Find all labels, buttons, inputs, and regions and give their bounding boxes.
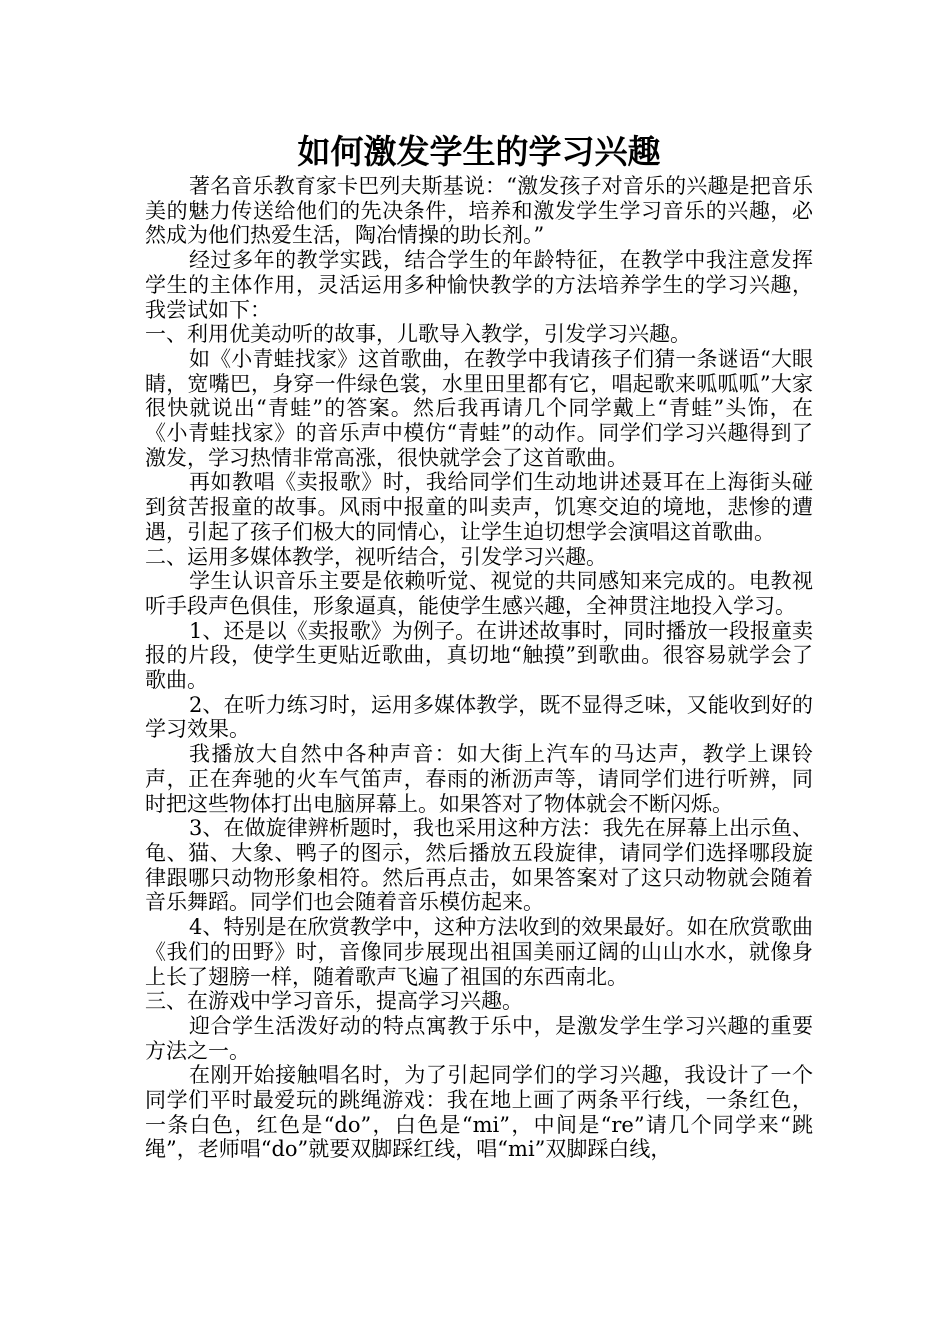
section-heading: 三、在游戏中学习音乐，提高学习兴趣。 <box>145 989 523 1014</box>
paragraph: 如《小青蛙找家》这首歌曲，在教学中我请孩子们猜一条谜语“大眼睛，宽嘴巴，身穿一件绿色裳，水里田里都有它，唱起歌来呱呱呱”大家很快就说出“青蛙”的答案。然后我再请几个同学戴上“青蛙”头饰，在《小青蛙找家》的音乐声中模仿“青蛙”的动作。同学们学习兴趣得到了激发，学习热情非常高涨，很快就学会了这首歌曲。 <box>145 346 813 470</box>
document-title: 如何激发学生的学习兴趣 <box>297 132 661 171</box>
paragraph: 3、在做旋律辨析题时，我也采用这种方法：我先在屏幕上出示鱼、龟、猫、大象、鸭子的图示，然后播放五段旋律，请同学们选择哪段旋律跟哪只动物形象相符。然后再点击，如果答案对了这只动物就会随着音乐舞蹈。同学们也会随着音乐模仿起来。 <box>145 816 813 915</box>
section-heading: 二、运用多媒体教学，视听结合，引发学习兴趣。 <box>145 544 607 569</box>
paragraph: 我播放大自然中各种声音：如大街上汽车的马达声，教学上课铃声，正在奔驰的火车气笛声，春雨的淅沥声等，请同学们进行听辨，同时把这些物体打出电脑屏幕上。如果答对了物体就会不断闪烁。 <box>145 742 813 816</box>
paragraph: 2、在听力练习时，运用多媒体教学，既不显得乏味，又能收到好的学习效果。 <box>145 692 813 742</box>
paragraph: 学生认识音乐主要是依赖听觉、视觉的共同感知来完成的。电教视听手段声色俱佳，形象逼真，能使学生感兴趣，全神贯注地投入学习。 <box>145 569 813 618</box>
document-body <box>145 174 813 1162</box>
paragraph: 4、特别是在欣赏教学中，这种方法收到的效果最好。如在欣赏歌曲《我们的田野》时，音像同步展现出祖国美丽辽阔的山山水水，就像身上长了翅膀一样，随着歌声飞遍了祖国的东西南北。 <box>145 915 813 989</box>
document-page <box>145 130 813 1162</box>
paragraph: 著名音乐教育家卡巴列夫斯基说：“激发孩子对音乐的兴趣是把音乐美的魅力传送给他们的先决条件，培养和激发学生学习音乐的兴趣，必然成为他们热爱生活，陶冶情操的助长剂。” <box>145 174 813 248</box>
paragraph: 经过多年的教学实践，结合学生的年龄特征，在教学中我注意发挥学生的主体作用，灵活运用多种愉快教学的方法培养学生的学习兴趣，我尝试如下： <box>145 248 813 322</box>
paragraph: 1、还是以《卖报歌》为例子。在讲述故事时，同时播放一段报童卖报的片段，使学生更贴近歌曲，真切地“触摸”到歌曲。很容易就学会了歌曲。 <box>145 618 813 693</box>
section-heading: 一、利用优美动听的故事，儿歌导入教学，引发学习兴趣。 <box>145 322 691 347</box>
paragraph: 在刚开始接触唱名时，为了引起同学们的学习兴趣，我设计了一个同学们平时最爱玩的跳绳游戏：我在地上画了两条平行线，一条红色，一条白色，红色是“do”，白色是“mi”，中间是“re”请几个同学来“跳绳”，老师唱“do”就要双脚踩红线，唱“mi”双脚踩白线， <box>145 1063 813 1162</box>
paragraph: 迎合学生活泼好动的特点寓教于乐中，是激发学生学习兴趣的重要方法之一。 <box>145 1013 813 1063</box>
paragraph: 再如教唱《卖报歌》时，我给同学们生动地讲述聂耳在上海街头碰到贫苦报童的故事。风雨中报童的叫卖声，饥寒交迫的境地，悲惨的遭遇，引起了孩子们极大的同情心，让学生迫切想学会演唱这首歌曲。 <box>145 470 813 544</box>
